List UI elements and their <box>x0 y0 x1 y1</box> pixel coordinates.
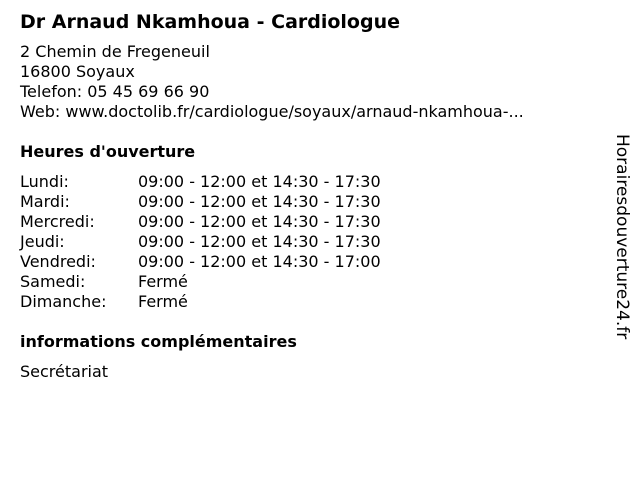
additional-info-heading: informations complémentaires <box>20 332 297 351</box>
hours-time: Fermé <box>138 292 188 311</box>
hours-day: Jeudi: <box>20 232 65 251</box>
hours-row-monday <box>20 172 600 192</box>
hours-day: Samedi: <box>20 272 86 291</box>
opening-hours-table <box>20 172 600 312</box>
hours-time: 09:00 - 12:00 et 14:30 - 17:30 <box>138 172 381 191</box>
business-card <box>20 10 600 382</box>
hours-row-wednesday <box>20 212 600 232</box>
hours-day: Mardi: <box>20 192 70 211</box>
hours-day: Dimanche: <box>20 292 107 311</box>
page-title: Dr Arnaud Nkamhoua - Cardiologue <box>20 11 400 33</box>
address-city: 16800 Soyaux <box>20 62 135 81</box>
hours-time: 09:00 - 12:00 et 14:30 - 17:30 <box>138 212 381 231</box>
hours-row-thursday <box>20 232 600 252</box>
phone-number: Telefon: 05 45 69 66 90 <box>20 82 210 101</box>
hours-day: Lundi: <box>20 172 69 191</box>
hours-day: Vendredi: <box>20 252 96 271</box>
hours-row-tuesday <box>20 192 600 212</box>
hours-time: 09:00 - 12:00 et 14:30 - 17:30 <box>138 192 381 211</box>
hours-day: Mercredi: <box>20 212 95 231</box>
opening-hours-heading: Heures d'ouverture <box>20 142 196 161</box>
address-street: 2 Chemin de Fregeneuil <box>20 42 210 61</box>
hours-time: 09:00 - 12:00 et 14:30 - 17:00 <box>138 252 381 271</box>
hours-row-friday <box>20 252 600 272</box>
site-watermark: Horairesdouverture24.fr <box>612 134 632 340</box>
additional-info-text: Secrétariat <box>20 362 109 381</box>
address-block <box>20 42 600 122</box>
hours-time: 09:00 - 12:00 et 14:30 - 17:30 <box>138 232 381 251</box>
hours-time: Fermé <box>138 272 188 291</box>
website-link: Web: www.doctolib.fr/cardiologue/soyaux/arnaud-nkamhoua-... <box>20 102 524 121</box>
hours-row-sunday <box>20 292 600 312</box>
hours-row-saturday <box>20 272 600 292</box>
